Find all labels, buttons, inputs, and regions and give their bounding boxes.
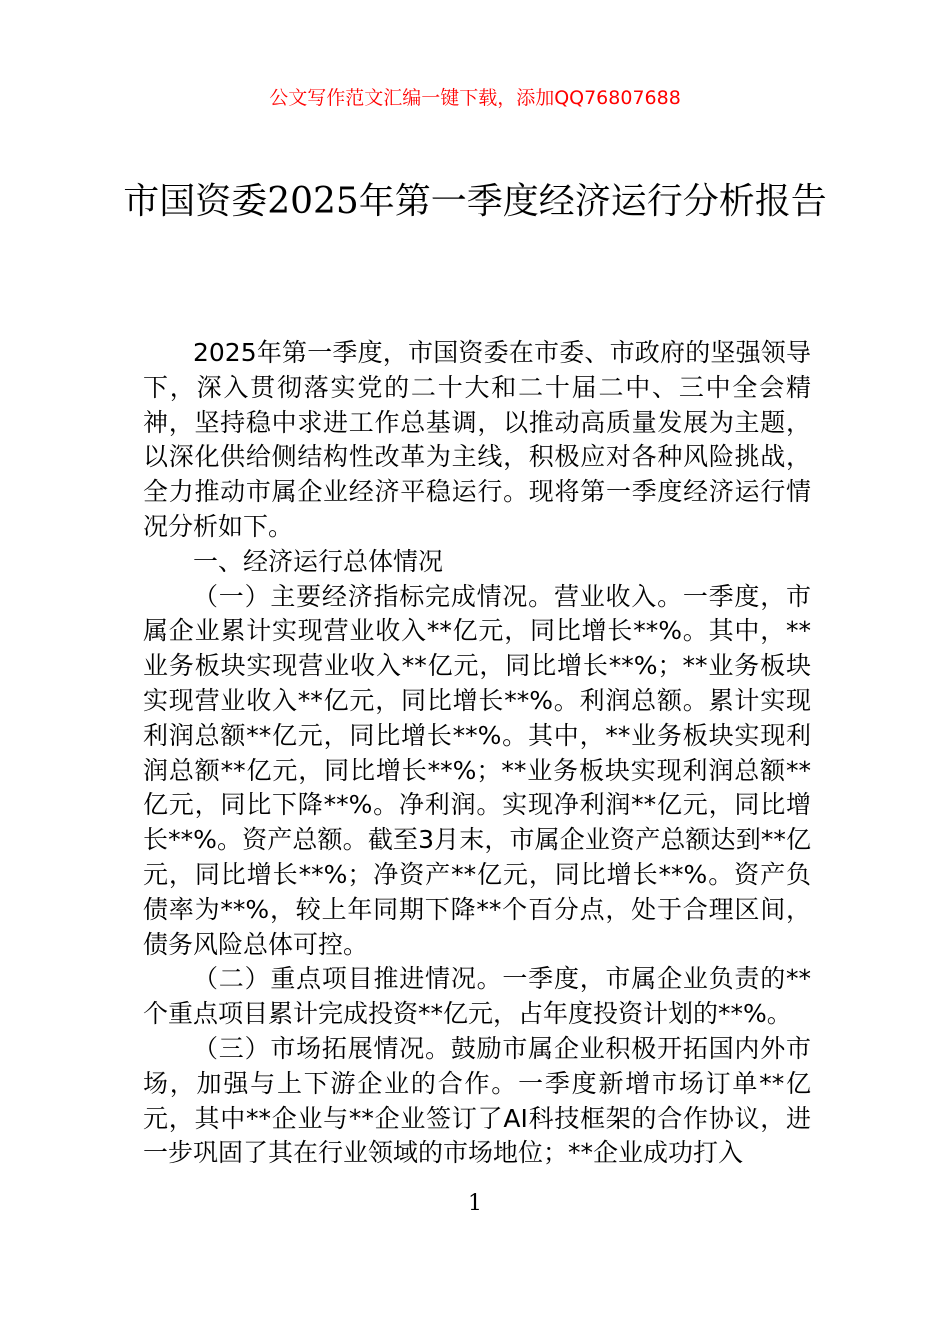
header-banner: 公文写作范文汇编一键下载，添加QQ76807688 [269,87,681,109]
intro-paragraph: 2025年第一季度，市国资委在市委、市政府的坚强领导下，深入贯彻落实党的二十大和二十届二中、三中全会精神，坚持稳中求进工作总基调，以推动高质量发展为主题，以深化供给侧结构性改革为主线，积极应对各种风险挑战，全力推动市属企业经济平稳运行。现将第一季度经济运行情况分析如下。 [143,338,811,541]
document-title: 市国资委2025年第一季度经济运行分析报告 [123,181,827,222]
section-heading: 一、经济运行总体情况 [193,546,444,576]
paragraph-indicators: （一）主要经济指标完成情况。营业收入。一季度，市属企业累计实现营业收入**亿元，同比增长**%。其中，**业务板块实现营业收入**亿元，同比增长**%；**业务板块实现营业收入**亿元，同比增长**%。利润总额。累计实现利润总额**亿元，同比增长**%。其中，**业务板块实现利润总额**亿元，同比增长**%；**业务板块实现利润总额**亿元，同比下降**%。净利润。实现净利润**亿元，同比增长**%。资产总额。截至3月末，市属企业资产总额达到**亿元，同比增长**%；净资产**亿元，同比增长**%。资产负债率为**%，较上年同期下降**个百分点，处于合理区间，债务风险总体可控。 [143,581,811,959]
page-number: 1 [468,1191,482,1216]
paragraph-market: （三）市场拓展情况。鼓励市属企业积极开拓国内外市场，加强与上下游企业的合作。一季度新增市场订单**亿元，其中**企业与**企业签订了AI科技框架的合作协议，进一步巩固了其在行业领域的市场地位；**企业成功打入 [143,1033,811,1168]
paragraph-projects: （二）重点项目推进情况。一季度，市属企业负责的**个重点项目累计完成投资**亿元，占年度投资计划的**%。 [143,964,811,1029]
document-body [143,336,811,1171]
